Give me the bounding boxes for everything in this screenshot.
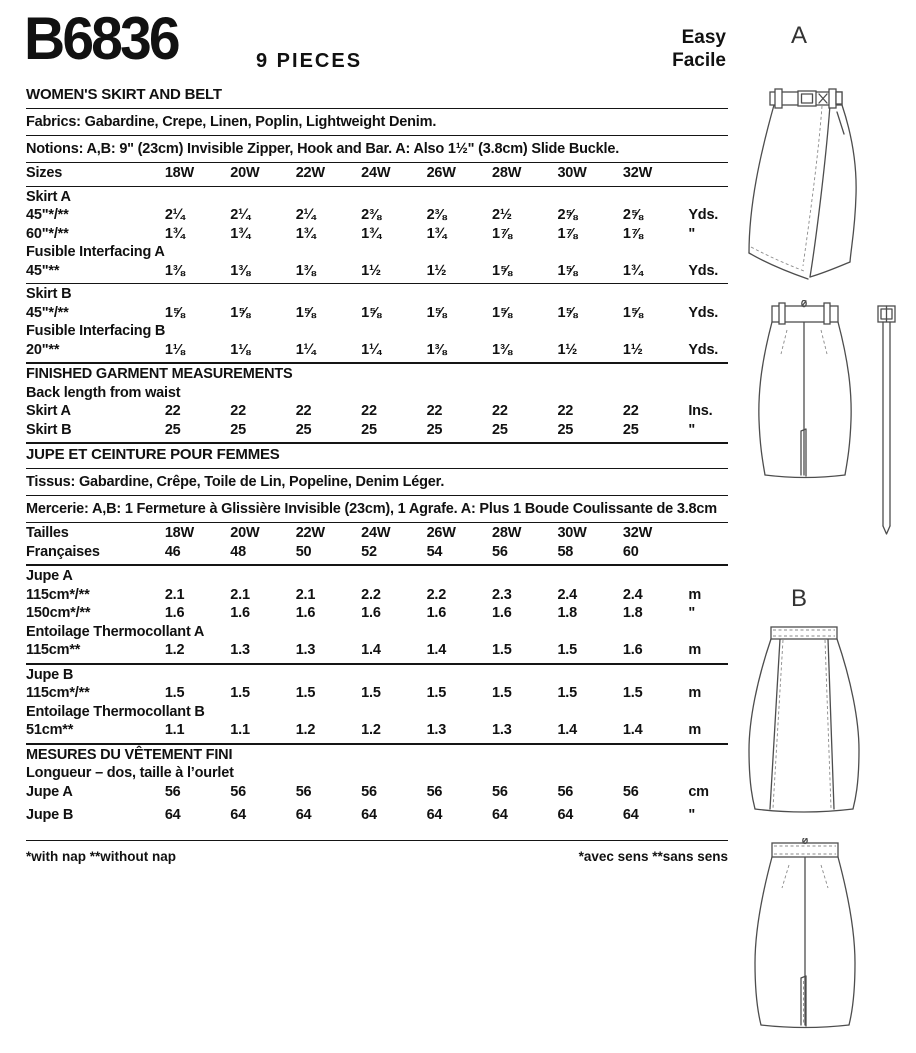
- text-value: Plus 1 Boude Coulissante de 3.8cm: [479, 501, 717, 517]
- size-value: 1¾: [361, 225, 381, 242]
- size-value: 2.3: [492, 586, 512, 603]
- size-value: 18W: [164, 165, 195, 181]
- section-rule: [26, 468, 728, 469]
- size-value: 25: [426, 421, 443, 438]
- section-rule: [26, 442, 728, 444]
- size-value: 2½: [492, 207, 512, 223]
- size-value: 1⅜: [492, 341, 512, 358]
- unit-label: ": [688, 225, 695, 242]
- size-value: 64: [295, 806, 312, 823]
- section-rule: [26, 663, 728, 665]
- view-a-back-and-belt-illustration: [735, 300, 911, 560]
- unit-label: ": [688, 806, 695, 823]
- size-value: 18W: [164, 525, 195, 541]
- view-b-back-illustration: [735, 838, 911, 1053]
- size-value: 22: [557, 403, 574, 419]
- size-value: 58: [557, 543, 574, 560]
- table-row-115cm: [26, 642, 728, 661]
- table-row-skirt-a: [26, 403, 728, 422]
- size-value: 1½: [557, 341, 578, 358]
- difficulty-badge: [672, 26, 726, 72]
- size-value: 46: [164, 543, 181, 560]
- size-value: 1.5: [557, 685, 577, 701]
- size-value: 2⅜: [361, 207, 381, 223]
- row-label: Jupe B: [26, 666, 74, 683]
- table-row-115cm: [26, 587, 728, 606]
- table-row-text: [26, 498, 728, 520]
- footnote-french: *avec sens **sans sens: [578, 849, 728, 864]
- view-b-label: B: [791, 585, 808, 612]
- text-label: Fabrics:: [26, 114, 85, 130]
- size-value: 56: [164, 783, 181, 800]
- section-rule: [26, 162, 728, 163]
- row-label: 45"*/**: [26, 207, 69, 223]
- size-value: 64: [557, 806, 574, 823]
- section-rule: [26, 564, 728, 566]
- size-value: 1¾: [230, 225, 251, 242]
- text-value: Gabardine, Crepe, Linen, Poplin, Lightweight Denim.: [84, 114, 437, 130]
- size-value: 56: [622, 783, 639, 800]
- size-value: 22: [230, 403, 246, 419]
- size-value: 1.5: [361, 685, 381, 701]
- size-value: 1.5: [492, 685, 512, 701]
- size-value: 1⅜: [295, 262, 316, 279]
- size-value: 2¼: [295, 207, 316, 223]
- table-row-finished-garment-measurements: [26, 366, 728, 385]
- size-value: 64: [426, 806, 443, 823]
- size-value: 64: [492, 806, 508, 823]
- unit-label: m: [688, 642, 702, 658]
- size-value: 50: [295, 543, 312, 560]
- size-value: 1.6: [492, 605, 512, 621]
- size-value: 1.2: [295, 722, 316, 738]
- table-row-mesures-du-v-tement-fini: [26, 747, 728, 766]
- row-label: Fusible Interfacing B: [26, 323, 166, 339]
- size-value: 48: [230, 543, 246, 560]
- size-value: 1⅞: [492, 225, 512, 242]
- row-label: Longueur – dos, taille à l’ourlet: [26, 765, 234, 781]
- size-value: 2⅜: [426, 207, 447, 223]
- size-value: 1.6: [361, 605, 381, 621]
- size-value: 1.6: [230, 605, 250, 621]
- row-label: JUPE ET CEINTURE POUR FEMMES: [26, 446, 280, 463]
- difficulty-english: Easy: [681, 27, 726, 48]
- table-row-150cm: [26, 605, 728, 624]
- size-value: 25: [622, 421, 639, 438]
- text-label: Tissus:: [26, 474, 79, 490]
- size-value: 1½: [426, 262, 447, 279]
- size-value: 24W: [361, 165, 391, 181]
- table-row-fusible-interfacing-a: [26, 244, 728, 263]
- size-value: 1⅜: [230, 262, 251, 279]
- size-value: 1⅛: [164, 341, 185, 358]
- size-value: 1.1: [230, 722, 250, 738]
- size-value: 30W: [557, 525, 587, 541]
- size-value: 1.8: [622, 605, 643, 621]
- footnote-rule: [26, 840, 728, 841]
- size-value: 2¼: [164, 207, 185, 223]
- table-row-jupe-b: [26, 667, 728, 686]
- size-value: 64: [622, 806, 639, 823]
- table-row-51cm: [26, 722, 728, 741]
- row-label: Skirt B: [26, 421, 72, 438]
- size-value: 56: [230, 783, 246, 800]
- section-rule: [26, 495, 728, 496]
- size-value: 60: [622, 543, 639, 560]
- size-value: 1⅞: [557, 225, 578, 242]
- size-value: 56: [557, 783, 574, 800]
- size-value: 56: [426, 783, 443, 800]
- pattern-number: B6836: [24, 5, 178, 72]
- text-value: Also 1½" (3.8cm) Slide Buckle.: [413, 141, 620, 157]
- row-label: Entoilage Thermocollant A: [26, 623, 205, 640]
- size-value: 1⅝: [164, 304, 185, 321]
- unit-label: Yds.: [688, 341, 719, 358]
- size-value: 1.1: [164, 722, 185, 738]
- size-value: 2.1: [295, 586, 316, 603]
- row-label: Jupe A: [26, 783, 73, 800]
- yardage-table: [26, 86, 728, 830]
- row-label: 150cm*/**: [26, 605, 91, 621]
- unit-label: ": [688, 421, 695, 438]
- size-value: 56: [492, 783, 508, 800]
- size-value: 22: [164, 403, 181, 419]
- text-label: Notions: A,B:: [26, 141, 120, 157]
- table-row-60: [26, 226, 728, 245]
- table-row-sizes: [26, 165, 728, 184]
- size-value: 1¾: [426, 225, 447, 242]
- table-row-women-s-skirt-and-belt: [26, 86, 728, 106]
- table-row-skirt-b: [26, 422, 728, 441]
- text-value: 9" (23cm) Invisible Zipper, Hook and Bar.: [119, 141, 396, 157]
- row-label: 115cm*/**: [26, 685, 90, 701]
- row-label: 51cm**: [26, 722, 74, 738]
- table-row-45: [26, 263, 728, 282]
- text-value: 1 Fermeture à Glissière Invisible (23cm), 1 Agrafe.: [124, 501, 461, 517]
- size-value: 64: [230, 806, 246, 823]
- row-label: Jupe B: [26, 806, 74, 823]
- unit-label: ": [688, 605, 695, 621]
- unit-label: Yds.: [688, 304, 719, 321]
- size-value: 54: [426, 543, 443, 560]
- table-row-45: [26, 305, 728, 324]
- size-value: 22: [426, 403, 443, 419]
- unit-label: m: [688, 685, 702, 701]
- size-value: 1⅞: [622, 225, 643, 242]
- row-label: Jupe A: [26, 568, 73, 584]
- table-row-text: [26, 111, 728, 133]
- row-label: FINISHED GARMENT MEASUREMENTS: [26, 366, 293, 382]
- size-value: 1.6: [164, 605, 185, 621]
- size-value: 1.6: [426, 605, 447, 621]
- footnotes: [26, 838, 728, 864]
- size-value: 2.1: [164, 586, 185, 603]
- size-value: 1¾: [295, 225, 316, 242]
- size-value: 1.5: [295, 685, 316, 701]
- row-label: 20"**: [26, 341, 60, 358]
- row-label: 115cm*/**: [26, 586, 90, 603]
- table-row-entoilage-thermocollant-b: [26, 704, 728, 723]
- size-value: 1.3: [295, 642, 316, 658]
- size-value: 1¼: [361, 341, 381, 358]
- size-value: 52: [361, 543, 377, 560]
- section-rule: [26, 362, 728, 364]
- table-row-jupe-b: [26, 807, 728, 830]
- size-value: 1.6: [295, 605, 316, 621]
- table-row-entoilage-thermocollant-a: [26, 624, 728, 643]
- section-rule: [26, 186, 728, 187]
- size-value: 20W: [230, 165, 260, 181]
- size-value: 28W: [492, 165, 522, 181]
- size-value: 25: [164, 421, 181, 438]
- size-value: 30W: [557, 165, 587, 181]
- size-value: 1¾: [164, 225, 185, 242]
- row-label: Back length from waist: [26, 384, 181, 401]
- size-value: 1.5: [622, 685, 643, 701]
- size-value: 22W: [295, 525, 325, 541]
- difficulty-french: Facile: [672, 50, 726, 71]
- row-label: Françaises: [26, 543, 100, 560]
- size-value: 26W: [426, 165, 456, 181]
- size-value: 1.5: [164, 685, 185, 701]
- row-label: Skirt B: [26, 286, 72, 302]
- size-value: 2¼: [230, 207, 251, 223]
- pieces-count: 9 PIECES: [256, 50, 363, 72]
- size-value: 64: [361, 806, 377, 823]
- row-label: 60"*/**: [26, 225, 69, 242]
- size-value: 22: [295, 403, 312, 419]
- size-value: 2.1: [230, 586, 250, 603]
- size-value: 22: [622, 403, 639, 419]
- row-label: Entoilage Thermocollant B: [26, 703, 205, 720]
- size-value: 2.4: [622, 586, 643, 603]
- size-value: 26W: [426, 525, 456, 541]
- size-value: 28W: [492, 525, 522, 541]
- size-value: 22: [361, 403, 377, 419]
- size-value: 32W: [622, 525, 653, 541]
- size-value: 1.4: [361, 642, 381, 658]
- size-value: 2⅝: [557, 207, 578, 223]
- size-value: 1.4: [622, 722, 643, 738]
- size-value: 1.2: [164, 642, 185, 658]
- size-value: 1.3: [230, 642, 250, 658]
- row-label: 45"**: [26, 262, 60, 279]
- size-value: 2⅝: [622, 207, 643, 223]
- size-value: 1.5: [557, 642, 577, 658]
- unit-label: Ins.: [688, 403, 713, 419]
- text-label: A:: [395, 141, 414, 157]
- size-value: 1.8: [557, 605, 577, 621]
- text-value: Gabardine, Crêpe, Toile de Lin, Popeline, Denim Léger.: [78, 474, 445, 490]
- size-value: 64: [164, 806, 181, 823]
- row-label: Skirt A: [26, 403, 71, 419]
- table-row-skirt-b: [26, 286, 728, 305]
- size-value: 1⅝: [492, 304, 512, 321]
- size-value: 1.5: [492, 642, 512, 658]
- size-value: 2.2: [361, 586, 381, 603]
- row-label: WOMEN'S SKIRT AND BELT: [26, 86, 222, 103]
- view-b-front-illustration: [738, 585, 910, 853]
- table-row-fusible-interfacing-b: [26, 323, 728, 342]
- size-value: 24W: [361, 525, 391, 541]
- row-label: MESURES DU VÊTEMENT FINI: [26, 746, 233, 763]
- unit-label: m: [688, 722, 702, 738]
- row-label: Sizes: [26, 165, 63, 181]
- table-row-20: [26, 342, 728, 361]
- text-label: A:: [460, 501, 480, 517]
- size-value: 1⅝: [557, 262, 578, 279]
- size-value: 1⅝: [295, 304, 316, 321]
- size-value: 1⅜: [164, 262, 185, 279]
- table-row-115cm: [26, 685, 728, 704]
- table-row-skirt-a: [26, 189, 728, 208]
- size-value: 1¾: [622, 262, 643, 279]
- size-value: 22W: [295, 165, 325, 181]
- size-value: 1.2: [361, 722, 381, 738]
- table-row-fran-aises: [26, 544, 728, 563]
- section-rule: [26, 108, 728, 109]
- table-row-back-length-from-waist: [26, 385, 728, 404]
- table-row-jupe-et-ceinture-pour-femmes: [26, 446, 728, 466]
- size-value: 32W: [622, 165, 653, 181]
- section-rule: [26, 283, 728, 284]
- row-label: 45"*/**: [26, 304, 69, 321]
- size-value: 20W: [230, 525, 260, 541]
- row-label: 115cm**: [26, 642, 81, 658]
- unit-label: Yds.: [688, 207, 719, 223]
- size-value: 25: [492, 421, 508, 438]
- size-value: 1¼: [295, 341, 316, 358]
- unit-label: cm: [688, 783, 709, 800]
- size-value: 1⅛: [230, 341, 251, 358]
- size-value: 1⅝: [426, 304, 447, 321]
- size-value: 1⅜: [426, 341, 447, 358]
- unit-label: m: [688, 586, 702, 603]
- size-value: 2.4: [557, 586, 577, 603]
- size-value: 1.3: [426, 722, 447, 738]
- size-value: 1.6: [622, 642, 643, 658]
- size-value: 56: [295, 783, 312, 800]
- section-rule: [26, 743, 728, 745]
- view-a-label: A: [791, 22, 808, 49]
- size-value: 1.4: [426, 642, 447, 658]
- size-value: 1⅝: [230, 304, 251, 321]
- size-value: 56: [492, 543, 508, 560]
- size-value: 1.3: [492, 722, 512, 738]
- size-value: 1⅝: [622, 304, 643, 321]
- size-value: 1.5: [230, 685, 250, 701]
- table-row-jupe-a: [26, 568, 728, 587]
- table-row-text: [26, 138, 728, 160]
- size-value: 1⅝: [557, 304, 578, 321]
- size-value: 56: [361, 783, 377, 800]
- row-label: Fusible Interfacing A: [26, 244, 165, 260]
- size-value: 1⅝: [492, 262, 512, 279]
- row-label: Skirt A: [26, 188, 71, 205]
- unit-label: Yds.: [688, 262, 719, 279]
- table-row-longueur-dos-taille-l-ourlet: [26, 765, 728, 784]
- view-a-wrap-skirt-illustration: [738, 80, 910, 302]
- size-value: 1½: [361, 262, 381, 279]
- size-value: 25: [361, 421, 377, 438]
- size-value: 1½: [622, 341, 643, 358]
- row-label: Tailles: [26, 525, 69, 541]
- size-value: 25: [230, 421, 246, 438]
- text-label: Mercerie: A,B:: [26, 501, 125, 517]
- section-rule: [26, 522, 728, 523]
- size-value: 22: [492, 403, 508, 419]
- table-row-jupe-a: [26, 784, 728, 807]
- size-value: 25: [295, 421, 312, 438]
- table-row-45: [26, 207, 728, 226]
- table-row-tailles: [26, 525, 728, 544]
- size-value: 2.2: [426, 586, 447, 603]
- size-value: 1.5: [426, 685, 447, 701]
- size-value: 1.4: [557, 722, 577, 738]
- section-rule: [26, 135, 728, 136]
- size-value: 25: [557, 421, 574, 438]
- table-row-text: [26, 471, 728, 493]
- size-value: 1⅝: [361, 304, 381, 321]
- footnote-english: *with nap **without nap: [26, 849, 176, 864]
